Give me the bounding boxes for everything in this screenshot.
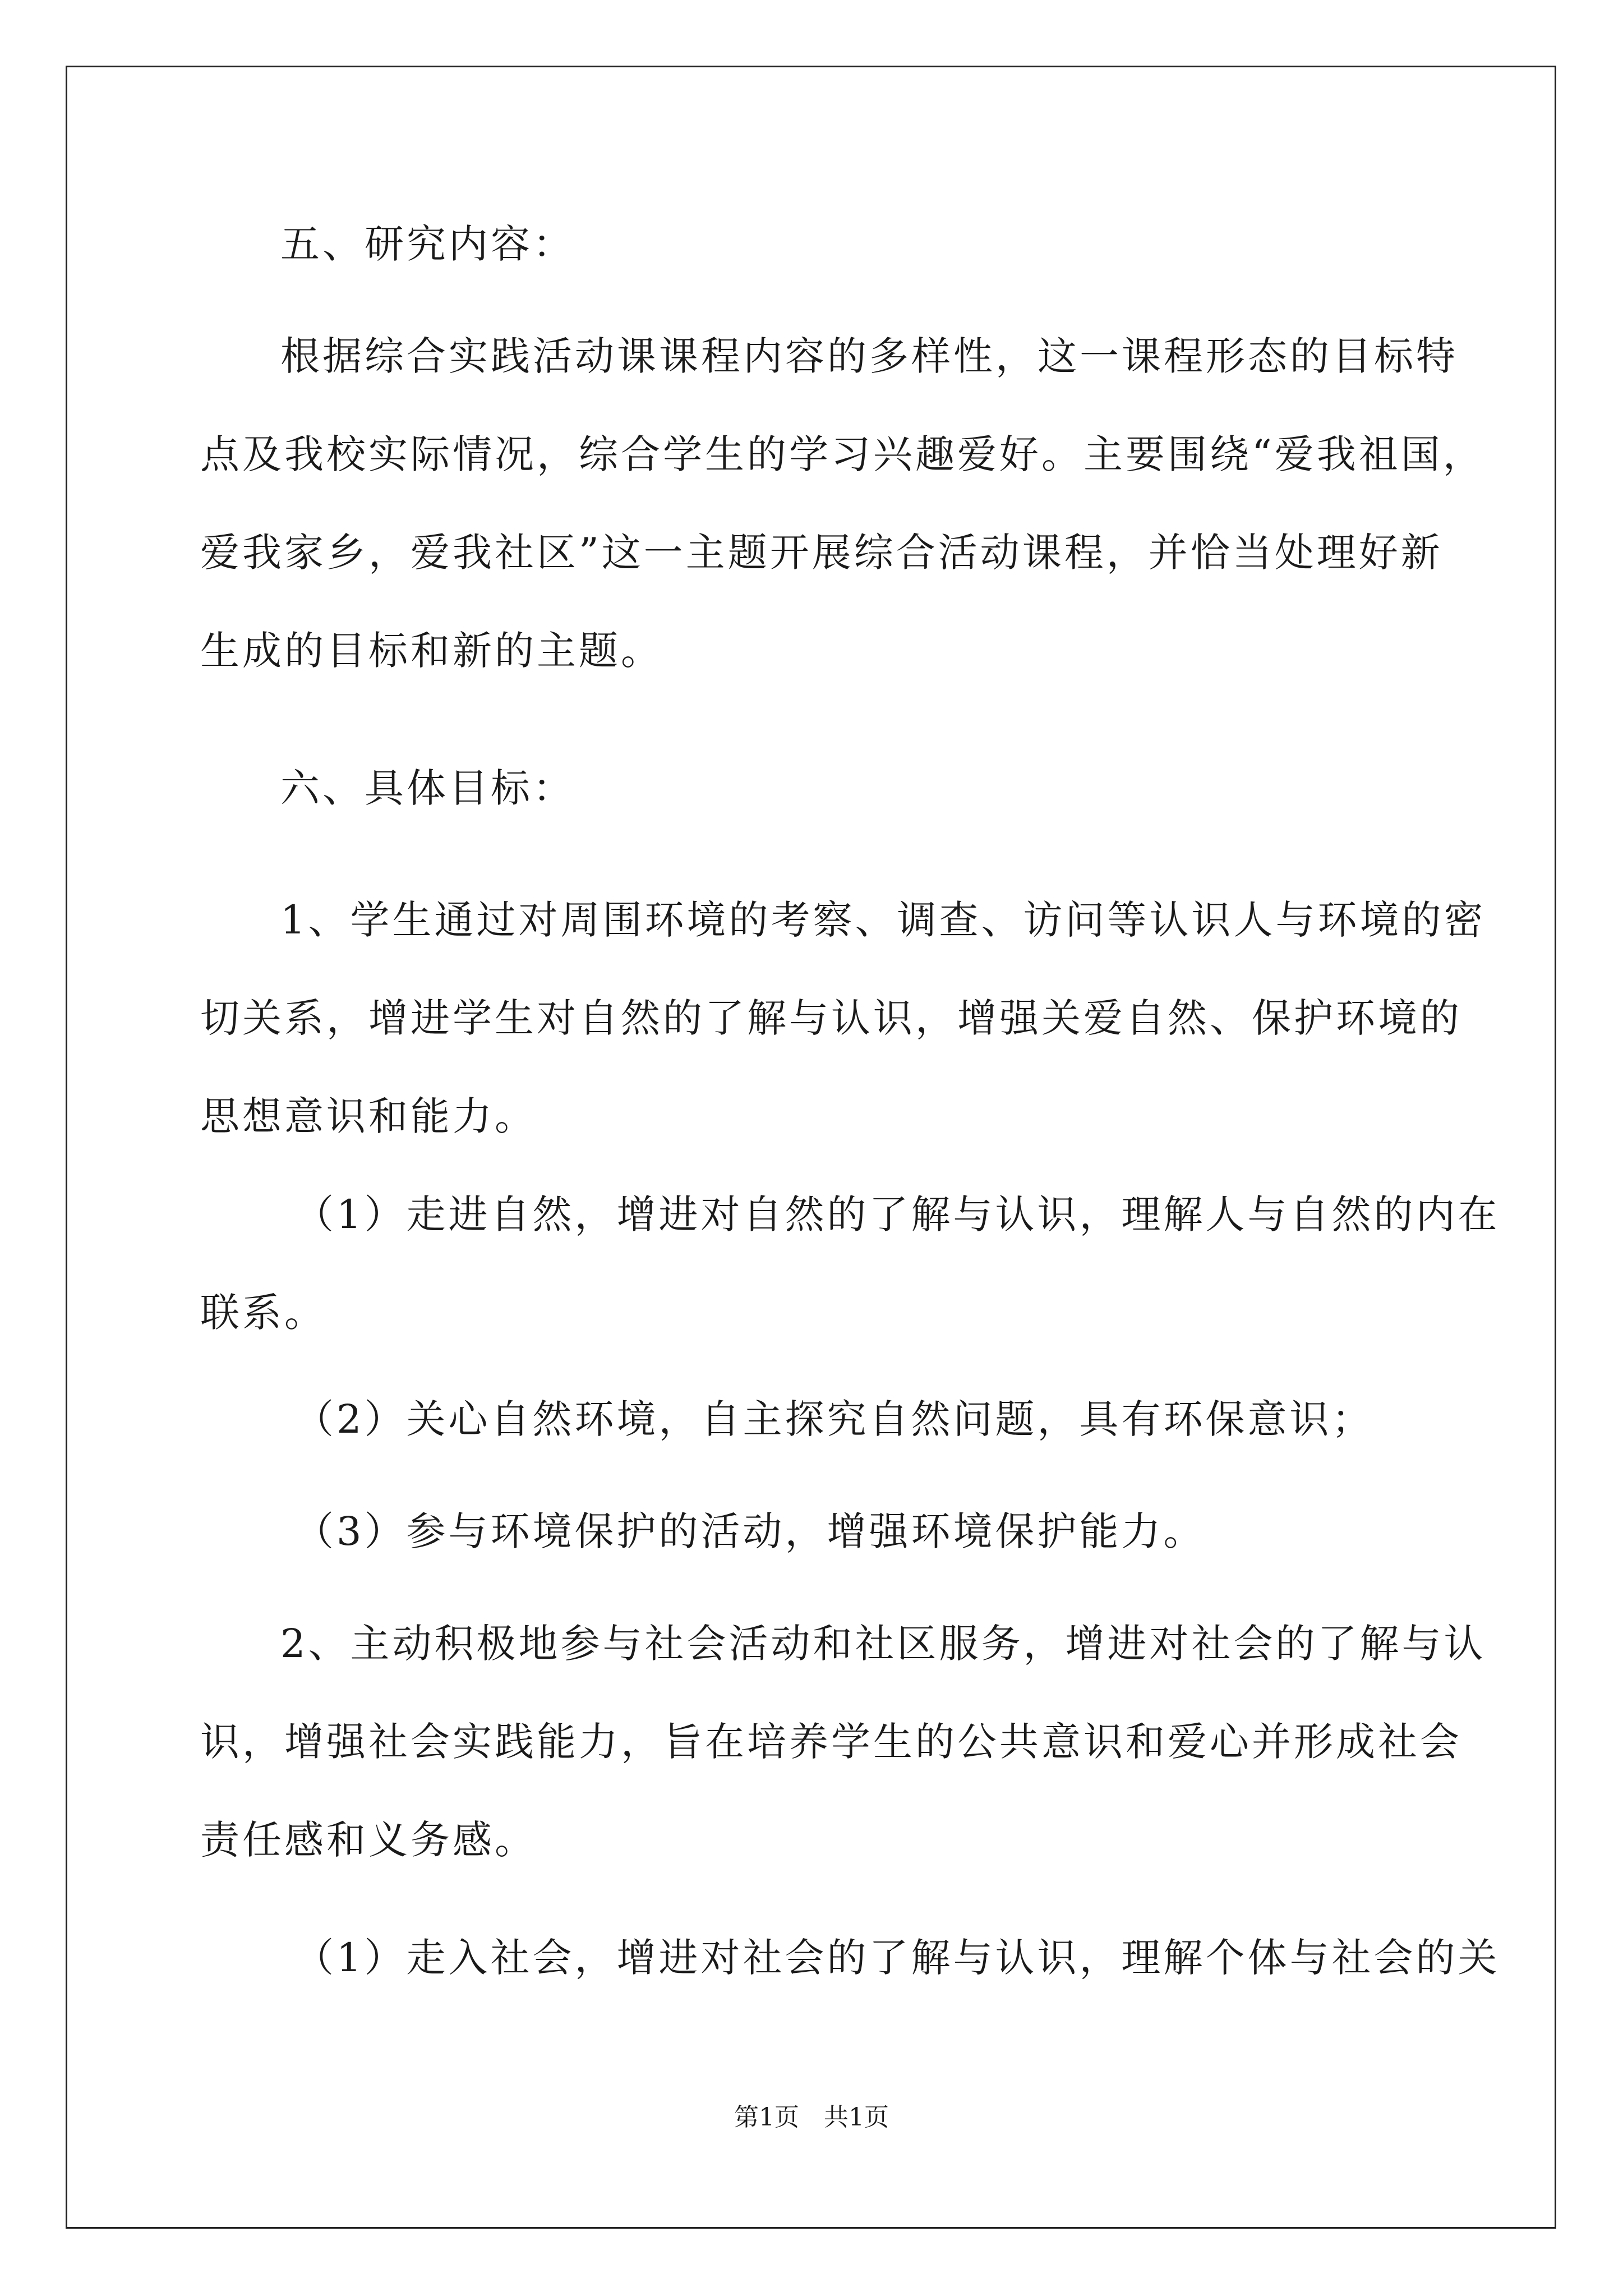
- section-heading-research-content: 五、研究内容：: [280, 221, 575, 267]
- paragraph-line: 点及我校实际情况，综合学生的学习兴趣爱好。主要围绕“爱我祖国，: [200, 431, 1485, 477]
- paragraph-line: 思想意识和能力。: [200, 1093, 537, 1139]
- section-heading-specific-goals: 六、具体目标：: [280, 765, 575, 811]
- page-border: [66, 66, 1556, 2229]
- paragraph-line: 识，增强社会实践能力，旨在培养学生的公共意识和爱心并形成社会: [200, 1719, 1462, 1765]
- paragraph-line: 生成的目标和新的主题。: [200, 628, 663, 674]
- paragraph-line: （3）参与环境保护的活动，增强环境保护能力。: [294, 1508, 1206, 1554]
- paragraph-line: 2、主动积极地参与社会活动和社区服务，增进对社会的了解与认: [280, 1621, 1486, 1667]
- paragraph-line: 1、学生通过对周围环境的考察、调查、访问等认识人与环境的密: [280, 897, 1486, 943]
- paragraph-line: 爱我家乡，爱我社区”这一主题开展综合活动课程，并恰当处理好新: [200, 530, 1443, 576]
- paragraph-line: （1）走进自然，增进对自然的了解与认识，理解人与自然的内在: [294, 1191, 1500, 1237]
- paragraph-line: 联系。: [200, 1290, 326, 1336]
- paragraph-line: 根据综合实践活动课课程内容的多样性，这一课程形态的目标特: [280, 333, 1458, 379]
- paragraph-line: （2）关心自然环境，自主探究自然问题，具有环保意识；: [294, 1396, 1374, 1442]
- paragraph-line: （1）走入社会，增进对社会的了解与认识，理解个体与社会的关: [294, 1935, 1500, 1981]
- paragraph-line: 责任感和义务感。: [200, 1817, 537, 1863]
- paragraph-line: 切关系，增进学生对自然的了解与认识，增强关爱自然、保护环境的: [200, 995, 1462, 1041]
- page-number-footer: 第1页 共1页: [734, 2103, 889, 2132]
